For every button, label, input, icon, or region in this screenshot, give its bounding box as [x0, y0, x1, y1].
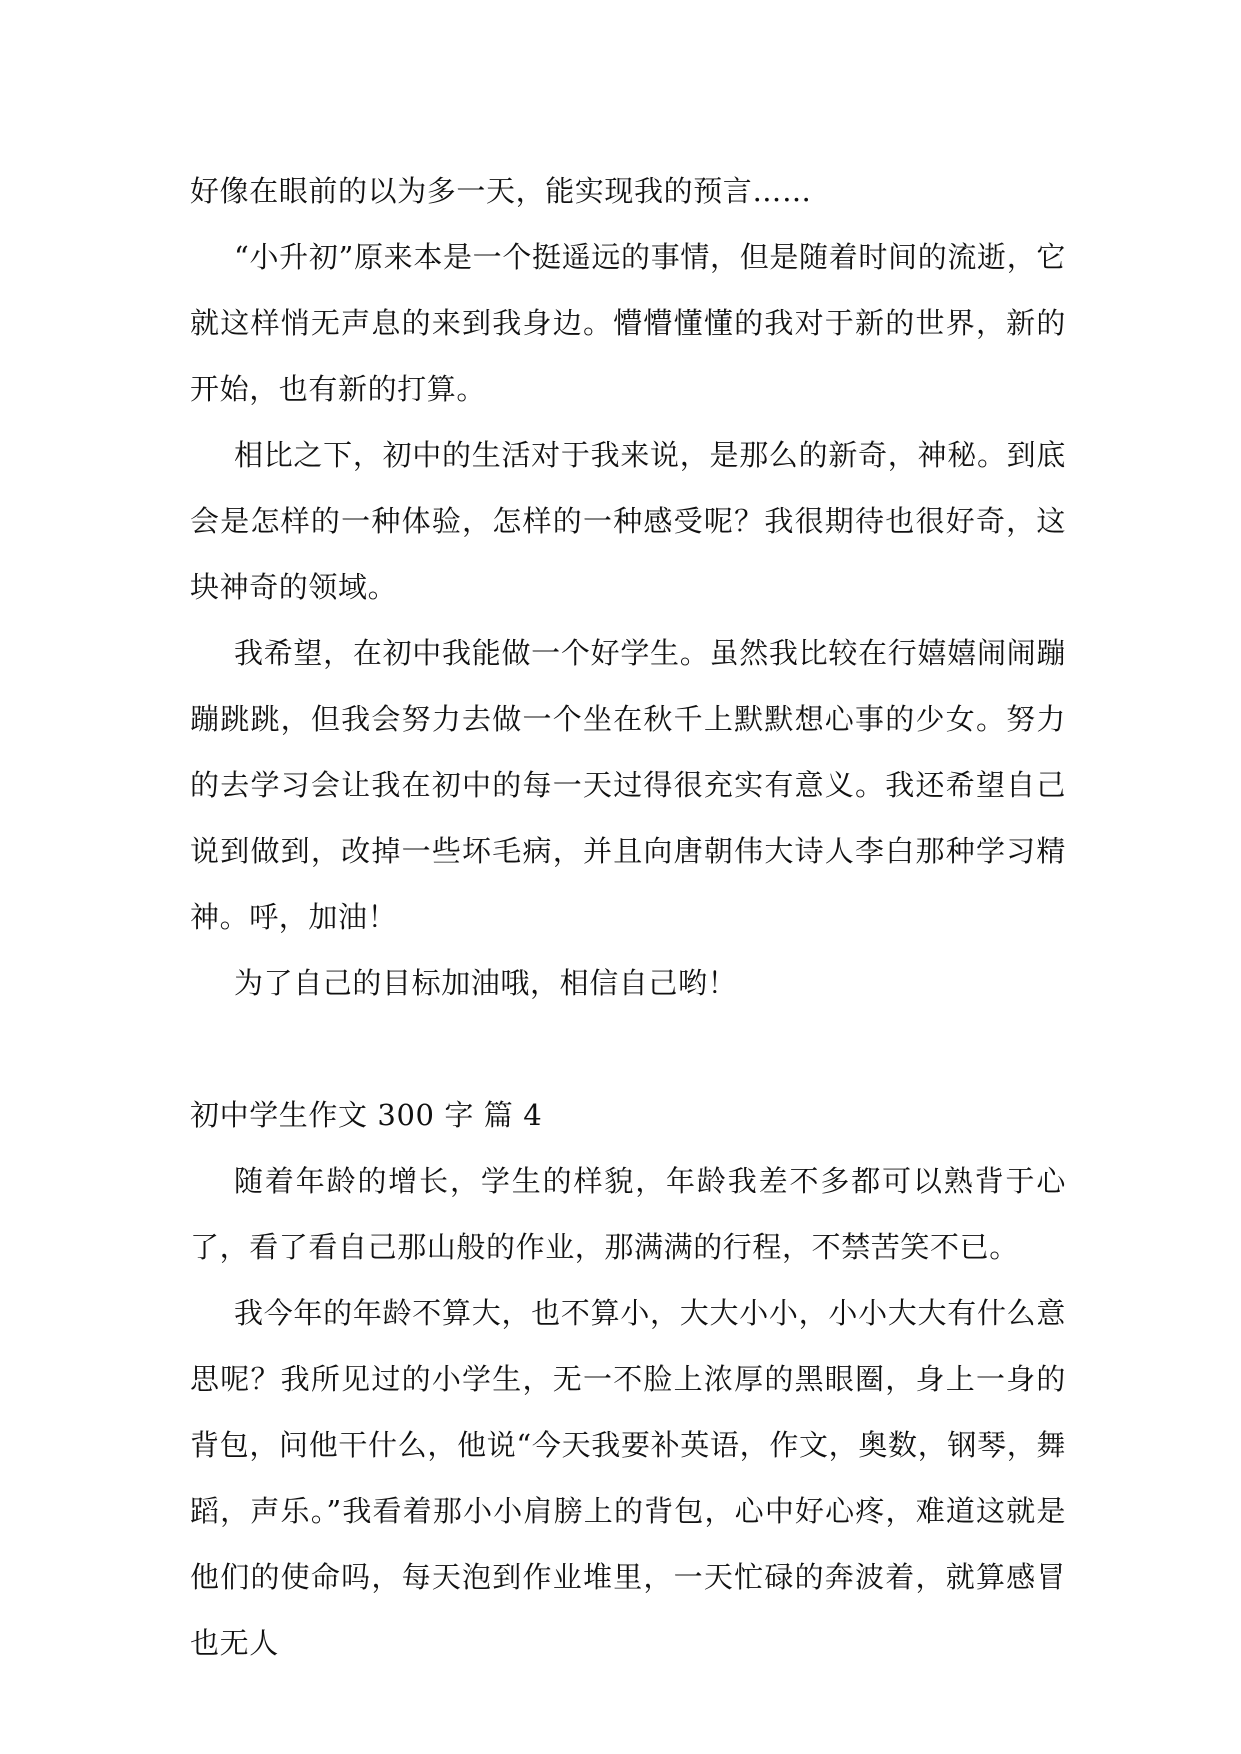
- section-spacer: [190, 1016, 1066, 1082]
- paragraph-1: 好像在眼前的以为多一天，能实现我的预言……: [190, 174, 812, 208]
- paragraph-5: 为了自己的目标加油哦，相信自己哟！: [234, 966, 738, 1000]
- paragraph-2: “小升初”原来本是一个挺遥远的事情，但是随着时间的流逝，它就这样悄无声息的来到我身边。懵懵懂懂的我对于新的世界，新的开始，也有新的打算。: [190, 240, 1066, 406]
- document-page: [190, 158, 1066, 1676]
- paragraph-7: 我今年的年龄不算大，也不算小，大大小小，小小大大有什么意思呢？我所见过的小学生，无一不脸上浓厚的黑眼圈，身上一身的背包，问他干什么，他说“今天我要补英语，作文，奥数，钢琴，舞蹈，声乐。”我看着那小小肩膀上的背包，心中好心疼，难道这就是他们的使命吗，每天泡到作业堆里，一天忙碌的奔波着，就算感冒也无人: [190, 1296, 1066, 1660]
- section-heading: 初中学生作文 300 字 篇 4: [190, 1098, 543, 1132]
- paragraph-6: 随着年龄的增长，学生的样貌，年龄我差不多都可以熟背于心了，看了看自己那山般的作业，那满满的行程，不禁苦笑不已。: [190, 1164, 1066, 1264]
- paragraph-4: 我希望，在初中我能做一个好学生。虽然我比较在行嬉嬉闹闹蹦蹦跳跳，但我会努力去做一个坐在秋千上默默想心事的少女。努力的去学习会让我在初中的每一天过得很充实有意义。我还希望自己说到做到，改掉一些坏毛病，并且向唐朝伟大诗人李白那种学习精神。呼，加油！: [190, 636, 1066, 934]
- paragraph-3: 相比之下，初中的生活对于我来说，是那么的新奇，神秘。到底会是怎样的一种体验，怎样的一种感受呢？我很期待也很好奇，这块神奇的领域。: [190, 438, 1066, 604]
